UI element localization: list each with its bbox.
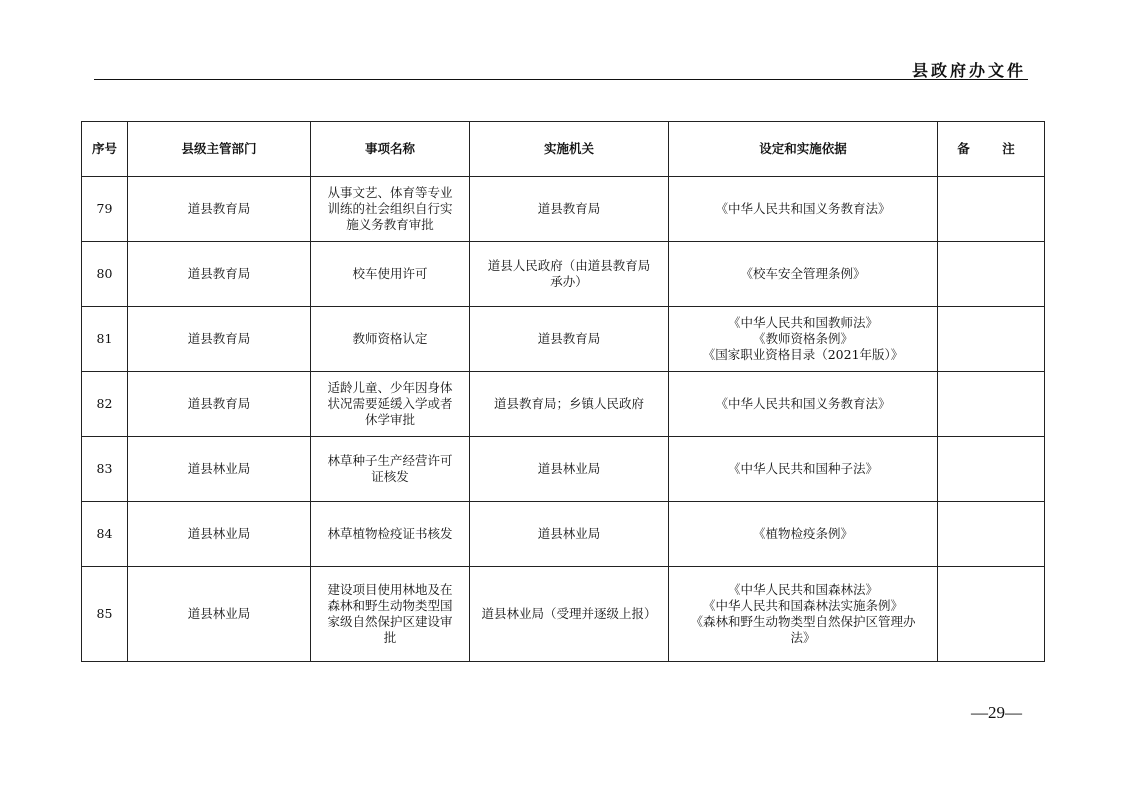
cell-implementing-agency bbox=[470, 502, 669, 567]
cell-item-name-line: 教师资格认定 bbox=[352, 331, 428, 346]
cell-implementing-agency bbox=[470, 177, 669, 242]
cell-legal-basis-line: 《校车安全管理条例》 bbox=[740, 266, 866, 281]
table-row bbox=[82, 307, 1045, 372]
col-header-remarks: 备 注 bbox=[938, 122, 1045, 177]
table-row bbox=[82, 567, 1045, 662]
cell-item-name bbox=[311, 567, 470, 662]
cell-number: 83 bbox=[82, 437, 128, 502]
cell-legal-basis bbox=[669, 307, 938, 372]
cell-legal-basis-line: 《中华人民共和国教师法》 bbox=[727, 315, 878, 330]
cell-legal-basis bbox=[669, 437, 938, 502]
cell-item-name-line: 状况需要延缓入学或者 bbox=[327, 396, 453, 411]
cell-item-name-line: 林草植物检疫证书核发 bbox=[327, 526, 453, 541]
cell-implementing-agency bbox=[470, 437, 669, 502]
cell-legal-basis-line: 《教师资格条例》 bbox=[752, 331, 853, 346]
cell-department: 道县教育局 bbox=[128, 242, 311, 307]
cell-item-name bbox=[311, 307, 470, 372]
cell-item-name-line: 森林和野生动物类型国 bbox=[327, 598, 453, 613]
cell-item-name bbox=[311, 502, 470, 567]
document-header-title: 县政府办文件 bbox=[911, 61, 1026, 80]
cell-legal-basis-line: 《中华人民共和国义务教育法》 bbox=[715, 201, 891, 216]
table-row bbox=[82, 437, 1045, 502]
cell-item-name-line: 训练的社会组织自行实 bbox=[327, 201, 453, 216]
cell-implementing-agency bbox=[470, 307, 669, 372]
cell-legal-basis-line: 法》 bbox=[790, 630, 816, 645]
cell-remarks bbox=[938, 437, 1045, 502]
cell-implementing-agency-line: 道县教育局 bbox=[537, 201, 601, 216]
page-number: —29— bbox=[971, 703, 1022, 722]
cell-item-name-line: 林草种子生产经营许可 bbox=[327, 453, 453, 468]
cell-number: 84 bbox=[82, 502, 128, 567]
cell-remarks bbox=[938, 372, 1045, 437]
cell-remarks bbox=[938, 242, 1045, 307]
table-row bbox=[82, 177, 1045, 242]
cell-item-name-line: 从事文艺、体育等专业 bbox=[327, 185, 453, 200]
cell-implementing-agency-line: 道县林业局（受理并逐级上报） bbox=[481, 606, 657, 621]
cell-legal-basis bbox=[669, 502, 938, 567]
table-row bbox=[82, 242, 1045, 307]
cell-item-name-line: 校车使用许可 bbox=[352, 266, 428, 281]
cell-item-name-line: 建设项目使用林地及在 bbox=[327, 582, 453, 597]
cell-department: 道县教育局 bbox=[128, 177, 311, 242]
col-header-implementing-agency: 实施机关 bbox=[470, 122, 669, 177]
header-divider bbox=[94, 79, 1028, 80]
cell-legal-basis-line: 《中华人民共和国森林法实施条例》 bbox=[702, 598, 903, 613]
cell-number: 81 bbox=[82, 307, 128, 372]
table-header-row bbox=[82, 122, 1045, 177]
cell-remarks bbox=[938, 567, 1045, 662]
col-header-number: 序号 bbox=[82, 122, 128, 177]
cell-implementing-agency-line: 道县人民政府（由道县教育局 bbox=[487, 258, 651, 273]
table-row bbox=[82, 372, 1045, 437]
cell-legal-basis-line: 《中华人民共和国森林法》 bbox=[727, 582, 878, 597]
cell-number: 80 bbox=[82, 242, 128, 307]
approval-items-table bbox=[81, 121, 1045, 662]
cell-department: 道县林业局 bbox=[128, 502, 311, 567]
cell-item-name bbox=[311, 242, 470, 307]
cell-item-name-line: 批 bbox=[383, 630, 397, 645]
cell-legal-basis bbox=[669, 242, 938, 307]
cell-legal-basis bbox=[669, 567, 938, 662]
cell-item-name-line: 适龄儿童、少年因身体 bbox=[327, 380, 453, 395]
cell-implementing-agency-line: 道县教育局；乡镇人民政府 bbox=[493, 396, 644, 411]
cell-item-name-line: 证核发 bbox=[371, 469, 409, 484]
cell-item-name-line: 休学审批 bbox=[364, 412, 415, 427]
cell-department: 道县林业局 bbox=[128, 437, 311, 502]
cell-implementing-agency-line: 道县教育局 bbox=[537, 331, 601, 346]
cell-legal-basis-line: 《植物检疫条例》 bbox=[752, 526, 853, 541]
cell-remarks bbox=[938, 177, 1045, 242]
cell-implementing-agency bbox=[470, 567, 669, 662]
cell-department: 道县教育局 bbox=[128, 372, 311, 437]
cell-number: 82 bbox=[82, 372, 128, 437]
cell-department: 道县教育局 bbox=[128, 307, 311, 372]
cell-item-name bbox=[311, 437, 470, 502]
cell-department: 道县林业局 bbox=[128, 567, 311, 662]
table-row bbox=[82, 502, 1045, 567]
cell-legal-basis bbox=[669, 177, 938, 242]
cell-implementing-agency-line: 道县林业局 bbox=[537, 461, 601, 476]
cell-implementing-agency bbox=[470, 242, 669, 307]
cell-item-name bbox=[311, 177, 470, 242]
cell-number: 79 bbox=[82, 177, 128, 242]
cell-legal-basis-line: 《森林和野生动物类型自然保护区管理办 bbox=[690, 614, 916, 629]
cell-legal-basis-line: 《中华人民共和国义务教育法》 bbox=[715, 396, 891, 411]
cell-legal-basis bbox=[669, 372, 938, 437]
cell-legal-basis-line: 《国家职业资格目录（2021年版）》 bbox=[702, 347, 904, 362]
cell-item-name-line: 家级自然保护区建设审 bbox=[327, 614, 453, 629]
cell-item-name bbox=[311, 372, 470, 437]
cell-number: 85 bbox=[82, 567, 128, 662]
cell-implementing-agency-line: 道县林业局 bbox=[537, 526, 601, 541]
cell-remarks bbox=[938, 307, 1045, 372]
col-header-legal-basis: 设定和实施依据 bbox=[669, 122, 938, 177]
cell-item-name-line: 施义务教育审批 bbox=[346, 217, 434, 232]
cell-legal-basis-line: 《中华人民共和国种子法》 bbox=[727, 461, 878, 476]
cell-remarks bbox=[938, 502, 1045, 567]
cell-implementing-agency bbox=[470, 372, 669, 437]
cell-implementing-agency-line: 承办） bbox=[550, 274, 588, 289]
col-header-department: 县级主管部门 bbox=[128, 122, 311, 177]
col-header-item-name: 事项名称 bbox=[311, 122, 470, 177]
